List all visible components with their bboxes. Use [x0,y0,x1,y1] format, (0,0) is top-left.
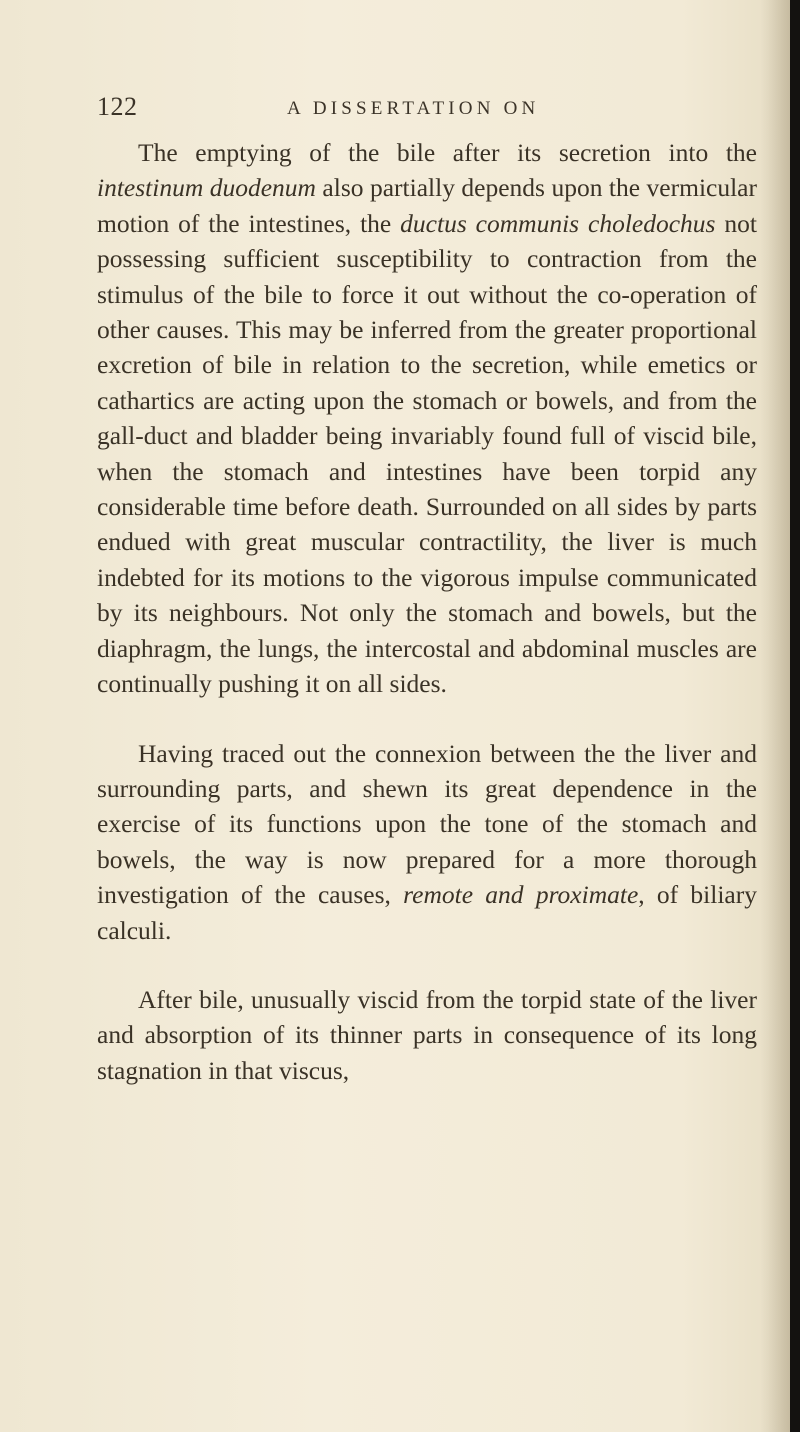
italic-term: ductus communis choledochus [400,208,716,238]
page-edge [790,0,800,1432]
text-segment: Having traced out the connexion between the the liver and surrounding parts, and shewn its great dependence in the exercise of its functions upon the tone of the stomach and bowels, the way is now prepared for a more thorough investigation of the causes, [97,738,757,910]
text-segment: The emptying of the bile after its secretion into the [138,138,757,167]
page-edge-shadow [760,0,790,1432]
page-header [97,92,757,132]
running-head: A DISSERTATION ON [287,98,540,119]
paragraph-1 [97,135,757,702]
paragraph-2 [97,736,757,948]
text-segment: After bile, unusually viscid from the torpid state of the liver and absorption of its thinner parts in consequence of its long stagnation in that viscus, [97,984,757,1085]
italic-term: remote and proximate [403,880,639,910]
text-segment: , of biliary calculi. [97,880,757,945]
italic-term: intestinum duodenum [97,173,316,203]
text-segment: not possessing sufficient susceptibility to contraction from the stimulus of the bile to force it out without the co-operation of other causes. This may be inferred from the greater proportional excretion of bile in relation to the secretion, while emetics or cathartics are acting upon the stomach or bowels, and from the gall-duct and bladder being invariably found full of viscid bile, when the stomach and intestines have been torpid any considerable time before death. Surrounded on all sides by parts endued with great muscular contractility, the liver is much indebted for its motions to the vigorous impulse communicated by its neighbours. Not only the stomach and bowels, but the diaphragm, the lungs, the intercostal and abdominal muscles are continually pushing it on all sides. [97,208,758,699]
body-text [97,135,757,1088]
paragraph-3 [97,982,757,1088]
page-number: 122 [97,92,138,121]
text-segment: also partially depends upon the vermicular motion of the intestines, the [97,173,757,238]
